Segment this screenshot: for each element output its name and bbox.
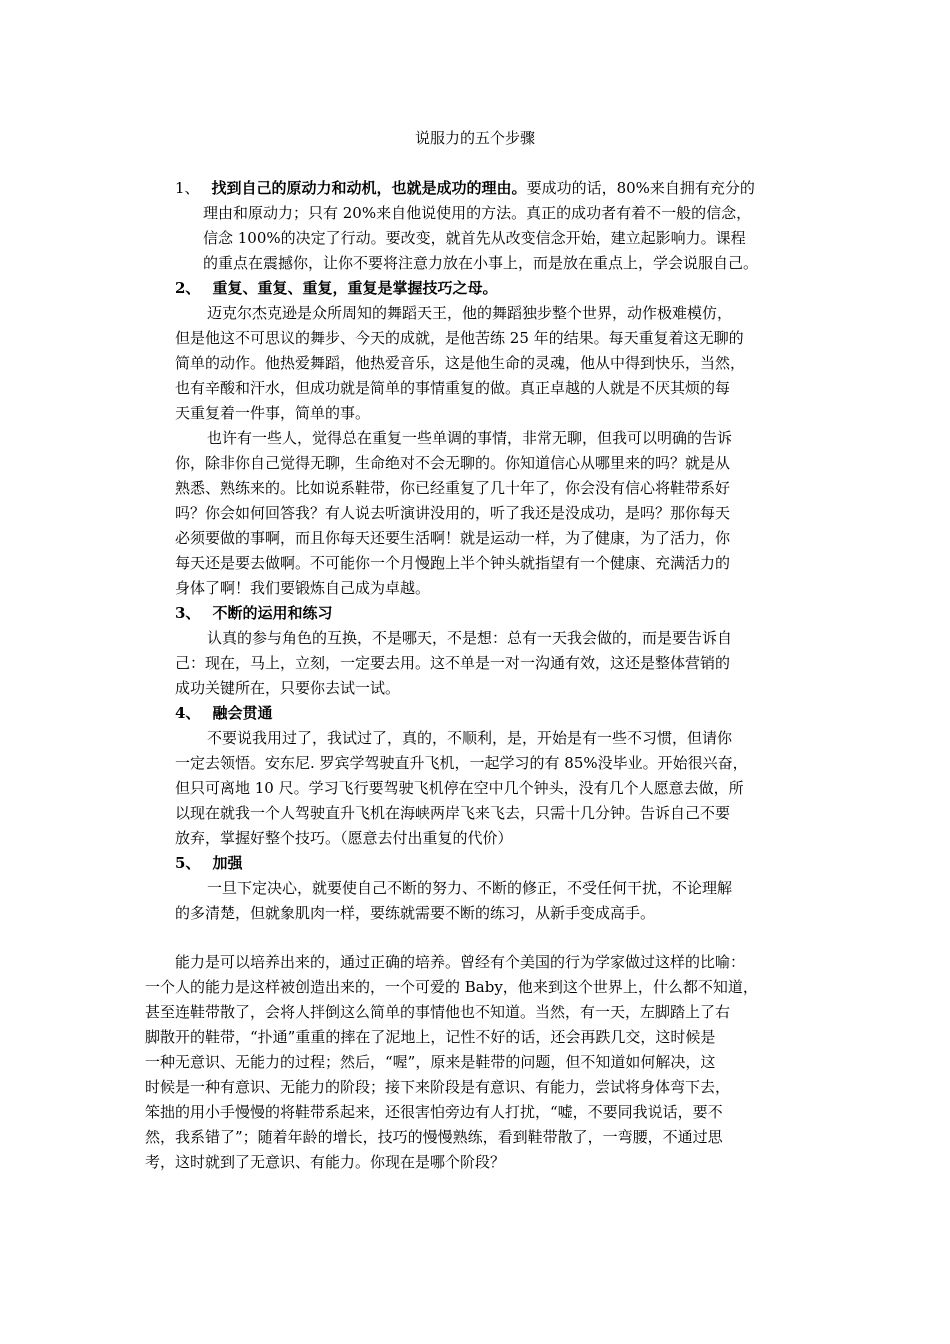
- section-4-line: 放弃，掌握好整个技巧。（愿意去付出重复的代价）: [175, 829, 513, 847]
- section-3-number: 3、: [175, 604, 201, 622]
- section-3-line: 己：现在，马上，立刻，一定要去用。这不单是一对一沟通有效，这还是整体营销的: [175, 654, 731, 672]
- section-4-line: 但只可离地 10 尺。学习飞行要驾驶飞机停在空中几个钟头，没有几个人愿意去做，所: [175, 779, 744, 797]
- section-2-heading: 重复、重复、重复，重复是掌握技巧之母。: [212, 279, 498, 297]
- closing-line: 一种无意识、无能力的过程；然后，“喔”，原来是鞋带的问题，但不知道如何解决，这: [145, 1053, 716, 1071]
- section-1-heading-line: [175, 176, 755, 200]
- section-1-line: 的重点在震撼你，让你不要将注意力放在小事上，而是放在重点上，学会说服自己。: [203, 254, 759, 272]
- section-1-line: 信念 100%的决定了行动。要改变，就首先从改变信念开始，建立起影响力。课程: [203, 229, 746, 247]
- closing-line: 时候是一种有意识、无能力的阶段；接下来阶段是有意识、有能力，尝试将身体弯下去，: [145, 1078, 731, 1096]
- section-1-number: 1、: [175, 179, 200, 197]
- section-4-line: 一定去领悟。安东尼. 罗宾学驾驶直升飞机，一起学习的有 85%没毕业。开始很兴奋，: [175, 754, 748, 772]
- closing-line: 甚至连鞋带散了，会将人拌倒这么简单的事情他也不知道。当然，有一天，左脚踏上了右: [145, 1003, 731, 1021]
- closing-line: 然，我系错了”；随着年龄的增长，技巧的慢慢熟练，看到鞋带散了，一弯腰，不通过思: [145, 1128, 723, 1146]
- section-4-heading-line: [175, 701, 272, 725]
- section-1-heading: 找到自己的原动力和动机，也就是成功的理由。: [211, 179, 527, 197]
- section-1-first-line-text: 要成功的话，80%来自拥有充分的: [526, 179, 755, 197]
- section-2-para-2-line: 每天还是要去做啊。不可能你一个月慢跑上半个钟头就指望有一个健康、充满活力的: [175, 554, 731, 572]
- section-2-para-2-line: 你，除非你自己觉得无聊，生命绝对不会无聊的。你知道信心从哪里来的吗？就是从: [175, 454, 731, 472]
- section-4-line: 以现在就我一个人驾驶直升飞机在海峡两岸飞来飞去，只需十几分钟。告诉自己不要: [175, 804, 731, 822]
- section-2-para-2-line: 身体了啊！我们要锻炼自己成为卓越。: [175, 579, 431, 597]
- section-3-line: 认真的参与角色的互换，不是哪天，不是想：总有一天我会做的，而是要告诉自: [207, 629, 733, 647]
- section-2-para-1-line: 但是他这不可思议的舞步、今天的成就，是他苦练 25 年的结果。每天重复着这无聊的: [175, 329, 744, 347]
- section-4-heading: 融会贯通: [212, 704, 273, 722]
- closing-line: 一个人的能力是这样被创造出来的，一个可爱的 Baby，他来到这个世界上，什么都不知道，: [145, 978, 758, 996]
- closing-line: 考，这时就到了无意识、有能力。你现在是哪个阶段？: [145, 1153, 506, 1171]
- section-5-line: 的多清楚，但就象肌肉一样，要练就需要不断的练习，从新手变成高手。: [175, 904, 656, 922]
- document-title: 说服力的五个步骤: [414, 129, 535, 147]
- section-2-number: 2、: [175, 279, 201, 297]
- section-2-para-2-line: 必须要做的事啊，而且你每天还要生活啊！就是运动一样，为了健康，为了活力，你: [175, 529, 731, 547]
- section-2-para-2-line: 也许有一些人，觉得总在重复一些单调的事情，非常无聊，但我可以明确的告诉: [207, 429, 733, 447]
- section-3-heading: 不断的运用和练习: [212, 604, 333, 622]
- section-3-line: 成功关键所在，只要你去试一试。: [175, 679, 401, 697]
- section-4-line: 不要说我用过了，我试过了，真的，不顺利，是，开始是有一些不习惯，但请你: [207, 729, 733, 747]
- section-2-para-2-line: 熟悉、熟练来的。比如说系鞋带，你已经重复了几十年了，你会没有信心将鞋带系好: [175, 479, 731, 497]
- section-2-para-1-line: 天重复着一件事，简单的事。: [175, 404, 371, 422]
- section-3-heading-line: [175, 601, 332, 625]
- section-2-para-1-line: 迈克尔杰克逊是众所周知的舞蹈天王，他的舞蹈独步整个世界，动作极难模仿，: [207, 304, 733, 322]
- section-2-heading-line: [175, 276, 497, 300]
- section-2-para-2-line: 吗？你会如何回答我？有人说去听演讲没用的，听了我还是没成功，是吗？那你每天: [175, 504, 731, 522]
- closing-line: 笨拙的用小手慢慢的将鞋带系起来，还很害怕旁边有人打扰，“嘘，不要同我说话，要不: [145, 1103, 723, 1121]
- section-5-line: 一旦下定决心，就要使自己不断的努力、不断的修正，不受任何干扰，不论理解: [207, 879, 733, 897]
- section-1-line: 理由和原动力；只有 20%来自他说使用的方法。真正的成功者有着不一般的信念，: [203, 204, 752, 222]
- section-5-number: 5、: [175, 854, 201, 872]
- section-5-heading: 加强: [212, 854, 243, 872]
- section-4-number: 4、: [175, 704, 201, 722]
- closing-line: 能力是可以培养出来的，通过正确的培养。曾经有个美国的行为学家做过这样的比喻：: [175, 953, 746, 971]
- section-2-para-1-line: 也有辛酸和汗水，但成功就是简单的事情重复的做。真正卓越的人就是不厌其烦的每: [175, 379, 731, 397]
- section-2-para-1-line: 简单的动作。他热爱舞蹈，他热爱音乐，这是他生命的灵魂，他从中得到快乐，当然，: [175, 354, 746, 372]
- section-5-heading-line: [175, 851, 242, 875]
- closing-line: 脚散开的鞋带，“扑通”重重的摔在了泥地上，记性不好的话，还会再跌几交，这时候是: [145, 1028, 716, 1046]
